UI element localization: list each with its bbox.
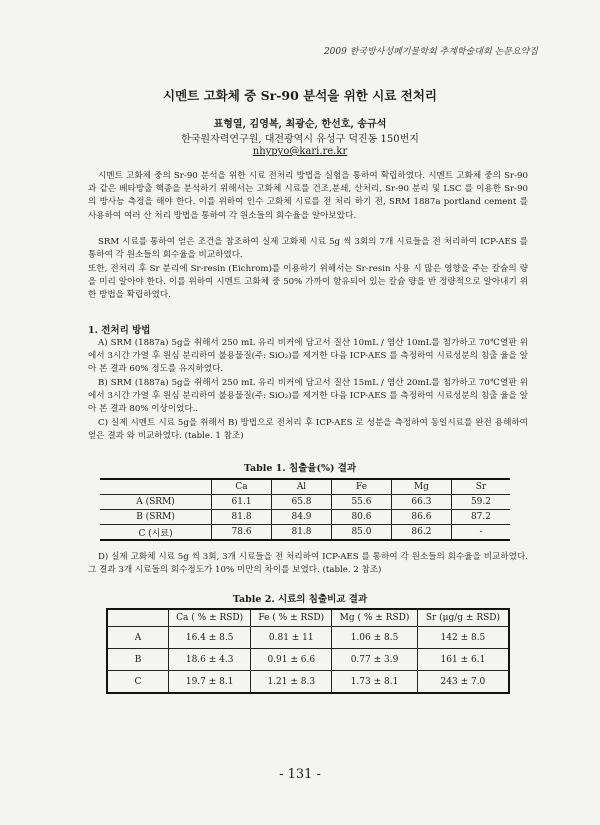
- table-cell: 161 ± 6.1: [417, 649, 509, 671]
- table-cell: 243 ± 7.0: [417, 671, 509, 694]
- table-cell: 0.91 ± 6.6: [251, 649, 332, 671]
- table-header-cell: Ca ( % ± RSD): [169, 609, 251, 627]
- table-cell: 59.2: [451, 495, 510, 510]
- method-c: C) 실제 시멘트 시료 5g을 취해서 B) 방법으로 전처리 후 ICP-AES 로 성분을 측정하여 동일시료를 완전 용해하여 얻은 결과 와 비교하였다. (table. 1 참조): [88, 418, 528, 442]
- table-cell: C: [107, 671, 169, 694]
- table-header-cell: Fe: [332, 479, 392, 495]
- page-number: - 131 -: [279, 767, 321, 782]
- table-header-cell: Mg ( % ± RSD): [332, 609, 418, 627]
- table-cell: 0.81 ± 11: [251, 627, 332, 649]
- section-heading: 1. 전처리 방법: [88, 325, 151, 336]
- author-email[interactable]: nhypyo@kari.re.kr: [252, 146, 348, 157]
- table-cell: B: [107, 649, 169, 671]
- table-row: [107, 671, 509, 694]
- table-cell: 1.21 ± 8.3: [251, 671, 332, 694]
- table-row: [107, 627, 509, 649]
- table-header-cell: [107, 609, 169, 627]
- table-row: [100, 495, 510, 510]
- table1-caption: Table 1. 침출율(%) 결과: [243, 463, 357, 474]
- table-cell: 18.6 ± 4.3: [169, 649, 251, 671]
- table-header-cell: Ca: [212, 479, 272, 495]
- table-cell: 1.06 ± 8.5: [332, 627, 418, 649]
- table-cell: 80.6: [332, 510, 392, 525]
- table2-leaching-comparison: [106, 608, 510, 694]
- table-cell: 85.0: [332, 525, 392, 541]
- table-row: [100, 525, 510, 541]
- table-cell: 81.8: [212, 510, 272, 525]
- table-header-cell: Fe ( % ± RSD): [251, 609, 332, 627]
- table-cell: 61.1: [212, 495, 272, 510]
- table-header-cell: Sr: [451, 479, 510, 495]
- table-cell: 66.3: [391, 495, 451, 510]
- table-cell: 16.4 ± 8.5: [169, 627, 251, 649]
- table1-leaching-rate: [100, 478, 510, 541]
- abstract-paragraph-1: 시멘트 고화체 중의 Sr-90 분석을 위한 시료 전처리 방법을 실험을 통하여 확립하였다. 시멘트 고화체 중의 Sr-90 과 같은 베타방출 핵종을 분석하기 위해서는 고화체 시료를 건조,분쇄, 산처리, Sr-90 분리 및 LSC 를 이용한 Sr-90의 방사능 측정을 해야 한다. 이를 위하여 인수 고화체 시료를 전 처리 하기 전, SRM 1887a portland cement 를 사용하여 여러 산 처리 방법을 통하여 각 원소들의 회수율을 알아보았다.: [88, 171, 528, 221]
- table2-caption: Table 2. 시료의 침출비교 결과: [232, 594, 368, 605]
- abstract-paragraph-2: SRM 시료를 통하여 얻은 조건을 참조하여 실제 고화체 시료 5g 씩 3회의 7개 시료들을 전 처리하여 ICP-AES 를 통하여 각 원소들의 회수율을 비교하였다.: [88, 237, 528, 261]
- running-header: 2009 한국방사성폐기물학회 추계학술대회 논문요약집: [323, 47, 538, 57]
- table-cell: 84.9: [272, 510, 332, 525]
- table-cell: 86.2: [391, 525, 451, 541]
- table-header-cell: Al: [272, 479, 332, 495]
- table-cell: A: [107, 627, 169, 649]
- table-cell: 81.8: [272, 525, 332, 541]
- table-cell: 19.7 ± 8.1: [169, 671, 251, 694]
- table-cell: B (SRM): [100, 510, 212, 525]
- table-cell: 1.73 ± 8.1: [332, 671, 418, 694]
- method-a: A) SRM (1887a) 5g을 취해서 250 mL 유리 비커에 담고서 질산 10mL / 염산 10mL를 첨가하고 70℃열판 위에서 3시간 가열 후 원심 분리하여 불용물질(주: SiO₂)를 제거한 다음 ICP-AES 를 측정하여 시료성분의 침출 율을 알아 본 결과 60% 정도를 유지하였다.: [88, 338, 528, 375]
- table-header-row: [107, 609, 509, 627]
- table-header-cell: Mg: [391, 479, 451, 495]
- table-cell: -: [451, 525, 510, 541]
- paper-title: 시멘트 고화체 중 Sr-90 분석을 위한 시료 전처리: [163, 88, 437, 103]
- table-row: [107, 649, 509, 671]
- affiliation: 한국원자력연구원, 대전광역시 유성구 덕진동 150번지: [181, 134, 419, 145]
- table-header-cell: [100, 479, 212, 495]
- table-cell: 87.2: [451, 510, 510, 525]
- table-cell: 65.8: [272, 495, 332, 510]
- table-header-row: [100, 479, 510, 495]
- method-b: B) SRM (1887a) 5g을 취해서 250 mL 유리 비커에 담고서 질산 15mL / 염산 20mL를 첨가하고 70℃열판 위에서 3시간 가열 후 원심 분리하여 불용물질(주: SiO₂)를 제거한 다음 ICP-AES 를 측정하여 시료성분의 침출 율을 알아 본 결과 80% 이상이었다..: [88, 378, 528, 415]
- table-cell: 0.77 ± 3.9: [332, 649, 418, 671]
- table-header-cell: Sr (μg/g ± RSD): [417, 609, 509, 627]
- abstract-paragraph-3: 또한, 전처리 후 Sr 분리에 Sr-resin (Eichrom)를 이용하기 위해서는 Sr-resin 사용 시 많은 영향을 주는 칼슘의 량을 미리 알아야 한다. 이를 위하여 시멘트 고화체 중 50% 가까이 함유되어 있는 칼슘 량을 반 정량적으로 알아내기 위한 방법을 확립하였다.: [88, 264, 528, 301]
- authors: 표형열, 김영복, 최광순, 한선호, 송규석: [213, 119, 387, 130]
- table-cell: C (시료): [100, 525, 212, 541]
- table-cell: 142 ± 8.5: [417, 627, 509, 649]
- table-cell: 55.6: [332, 495, 392, 510]
- table-cell: A (SRM): [100, 495, 212, 510]
- method-d: D) 실제 고화체 시료 5g 씩 3회, 3개 시료들을 전 처리하여 ICP-AES 를 통하여 각 원소들의 회수율을 비교하였다. 그 결과 3개 시료들의 회수정도가 10% 미만의 차이를 보였다. (table. 2 참조): [88, 552, 528, 576]
- table-row: [100, 510, 510, 525]
- table-cell: 78.6: [212, 525, 272, 541]
- table-cell: 86.6: [391, 510, 451, 525]
